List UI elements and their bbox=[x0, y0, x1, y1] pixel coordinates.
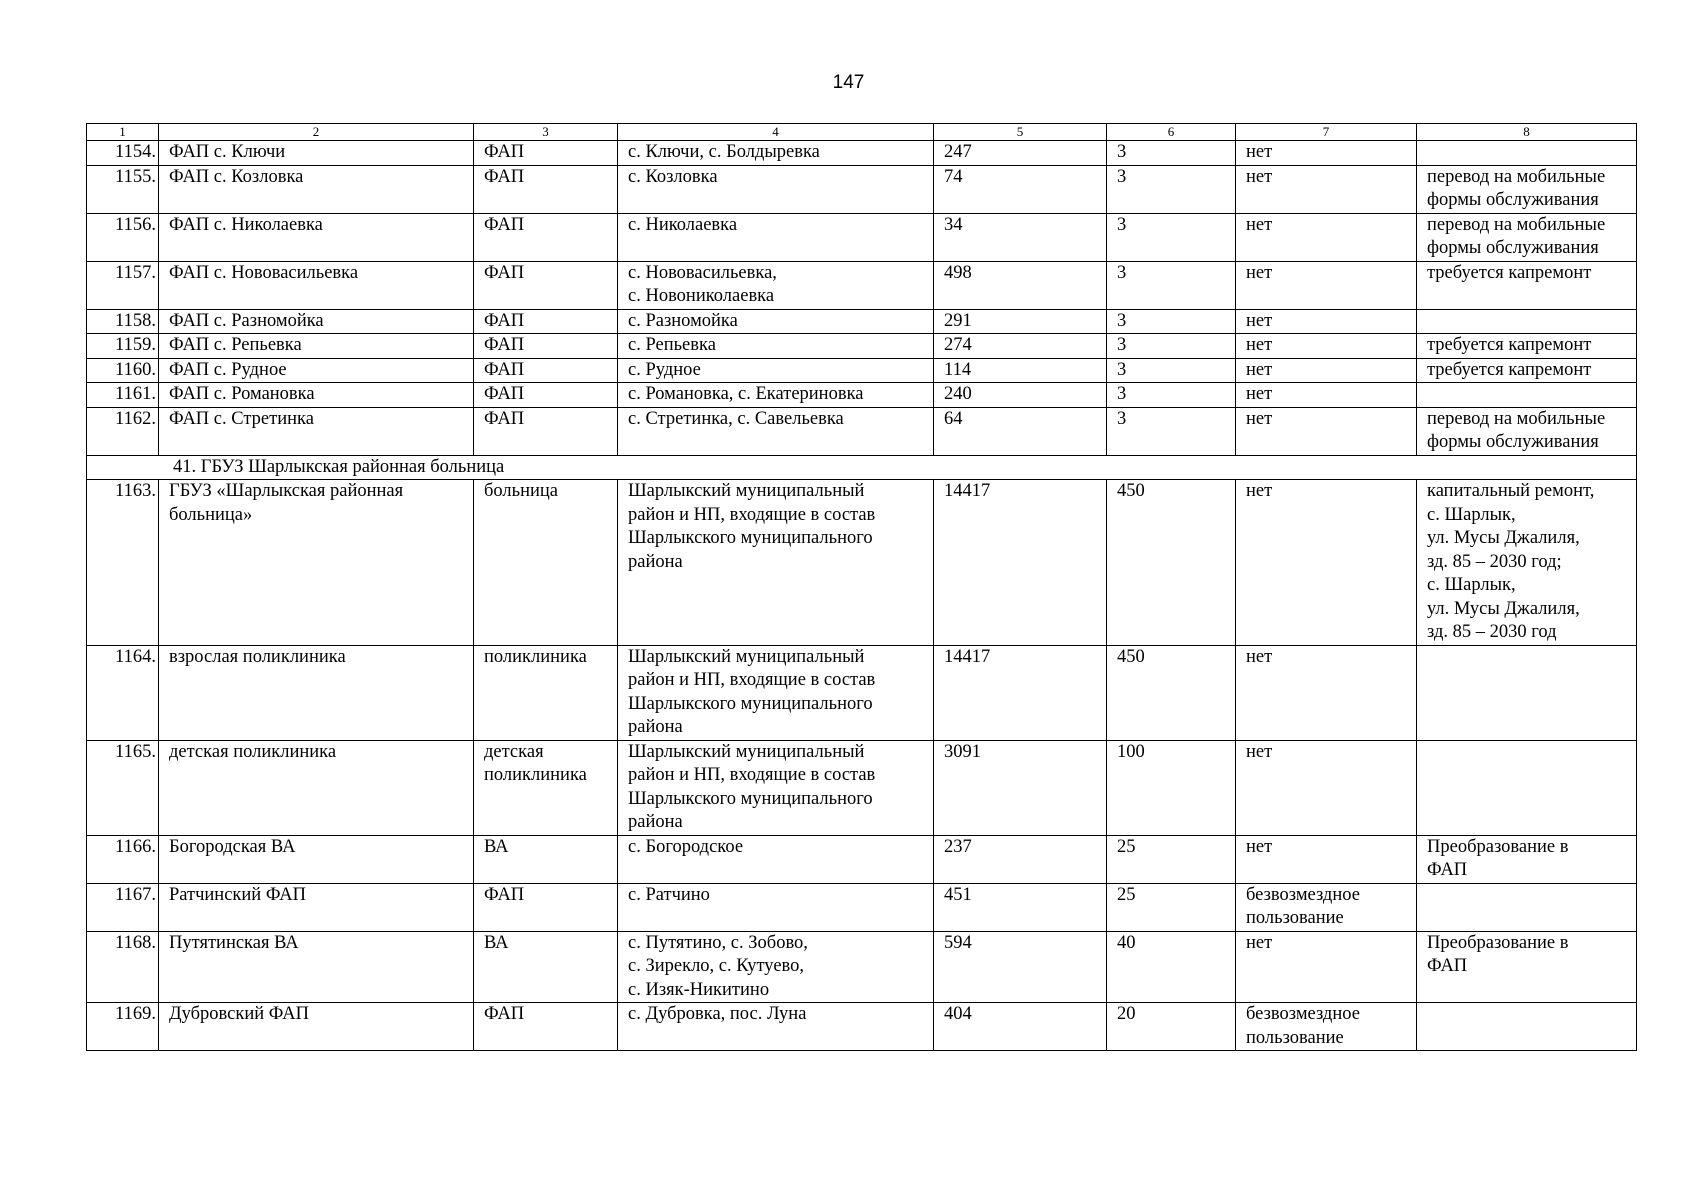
cell-area: с. Дубровка, пос. Луна bbox=[618, 1003, 934, 1051]
cell-area: с. Стретинка, с. Савельевка bbox=[618, 407, 934, 455]
table-row bbox=[87, 740, 1637, 835]
cell-population: 237 bbox=[934, 835, 1107, 883]
cell-population: 594 bbox=[934, 931, 1107, 1003]
column-number: 4 bbox=[618, 124, 934, 141]
cell-name: Богородская ВА bbox=[159, 835, 474, 883]
cell-type: ФАП bbox=[474, 261, 618, 309]
cell-notes bbox=[1417, 309, 1637, 334]
column-number: 7 bbox=[1236, 124, 1417, 141]
cell-notes: Преобразование в ФАП bbox=[1417, 835, 1637, 883]
cell-status: нет bbox=[1236, 309, 1417, 334]
cell-num: 1157. bbox=[87, 261, 159, 309]
cell-area: с. Нововасильевка, с. Новониколаевка bbox=[618, 261, 934, 309]
cell-status: нет bbox=[1236, 740, 1417, 835]
cell-name: ФАП с. Разномойка bbox=[159, 309, 474, 334]
cell-name: детская поликлиника bbox=[159, 740, 474, 835]
cell-area: Шарлыкский муниципальный район и НП, входящие в состав Шарлыкского муниципального района bbox=[618, 740, 934, 835]
cell-capacity: 450 bbox=[1107, 645, 1236, 740]
cell-name: ФАП с. Козловка bbox=[159, 165, 474, 213]
page-number: 147 bbox=[832, 72, 865, 93]
table-row bbox=[87, 309, 1637, 334]
cell-notes bbox=[1417, 645, 1637, 740]
cell-name: ГБУЗ «Шарлыкская районная больница» bbox=[159, 480, 474, 646]
section-title: 41. ГБУЗ Шарлыкская районная больница bbox=[87, 455, 1637, 480]
cell-type: ФАП bbox=[474, 883, 618, 931]
table-row bbox=[87, 480, 1637, 646]
table-row bbox=[87, 165, 1637, 213]
table-row bbox=[87, 931, 1637, 1003]
cell-area: с. Ключи, с. Болдыревка bbox=[618, 141, 934, 166]
cell-status: нет bbox=[1236, 141, 1417, 166]
cell-type: ФАП bbox=[474, 1003, 618, 1051]
cell-type: ФАП bbox=[474, 407, 618, 455]
cell-num: 1169. bbox=[87, 1003, 159, 1051]
cell-status: нет bbox=[1236, 480, 1417, 646]
cell-status: нет bbox=[1236, 358, 1417, 383]
cell-area: Шарлыкский муниципальный район и НП, входящие в состав Шарлыкского муниципального района bbox=[618, 645, 934, 740]
cell-num: 1167. bbox=[87, 883, 159, 931]
cell-notes: Преобразование в ФАП bbox=[1417, 931, 1637, 1003]
cell-area: с. Ратчино bbox=[618, 883, 934, 931]
cell-type: ФАП bbox=[474, 165, 618, 213]
cell-num: 1166. bbox=[87, 835, 159, 883]
cell-capacity: 3 bbox=[1107, 165, 1236, 213]
cell-capacity: 450 bbox=[1107, 480, 1236, 646]
cell-area: с. Козловка bbox=[618, 165, 934, 213]
cell-population: 247 bbox=[934, 141, 1107, 166]
cell-capacity: 3 bbox=[1107, 213, 1236, 261]
cell-notes: перевод на мобильные формы обслуживания bbox=[1417, 213, 1637, 261]
cell-population: 14417 bbox=[934, 645, 1107, 740]
cell-num: 1156. bbox=[87, 213, 159, 261]
cell-num: 1154. bbox=[87, 141, 159, 166]
table-row bbox=[87, 645, 1637, 740]
table-body-top bbox=[87, 124, 1637, 456]
cell-area: с. Рудное bbox=[618, 358, 934, 383]
cell-capacity: 3 bbox=[1107, 141, 1236, 166]
table-body-bottom bbox=[87, 480, 1637, 1051]
cell-num: 1163. bbox=[87, 480, 159, 646]
cell-capacity: 3 bbox=[1107, 261, 1236, 309]
cell-type: детская поликлиника bbox=[474, 740, 618, 835]
cell-type: больница bbox=[474, 480, 618, 646]
cell-num: 1168. bbox=[87, 931, 159, 1003]
cell-type: ФАП bbox=[474, 309, 618, 334]
cell-name: ФАП с. Рудное bbox=[159, 358, 474, 383]
table-row bbox=[87, 261, 1637, 309]
cell-status: нет bbox=[1236, 931, 1417, 1003]
table-row bbox=[87, 383, 1637, 408]
cell-name: Путятинская ВА bbox=[159, 931, 474, 1003]
cell-type: ФАП bbox=[474, 358, 618, 383]
cell-num: 1159. bbox=[87, 334, 159, 359]
cell-population: 74 bbox=[934, 165, 1107, 213]
cell-population: 3091 bbox=[934, 740, 1107, 835]
column-number: 1 bbox=[87, 124, 159, 141]
cell-notes: требуется капремонт bbox=[1417, 261, 1637, 309]
cell-name: ФАП с. Стретинка bbox=[159, 407, 474, 455]
cell-name: ФАП с. Николаевка bbox=[159, 213, 474, 261]
table-row bbox=[87, 358, 1637, 383]
cell-population: 240 bbox=[934, 383, 1107, 408]
cell-population: 498 bbox=[934, 261, 1107, 309]
table-row bbox=[87, 334, 1637, 359]
cell-name: ФАП с. Репьевка bbox=[159, 334, 474, 359]
cell-type: ФАП bbox=[474, 334, 618, 359]
column-number: 6 bbox=[1107, 124, 1236, 141]
cell-type: ВА bbox=[474, 835, 618, 883]
cell-population: 114 bbox=[934, 358, 1107, 383]
cell-area: с. Репьевка bbox=[618, 334, 934, 359]
cell-capacity: 3 bbox=[1107, 309, 1236, 334]
cell-num: 1161. bbox=[87, 383, 159, 408]
cell-population: 274 bbox=[934, 334, 1107, 359]
cell-notes: капитальный ремонт, с. Шарлык, ул. Мусы Джалиля, зд. 85 – 2030 год; с. Шарлык, ул. Мусы Джалиля, зд. 85 – 2030 год bbox=[1417, 480, 1637, 646]
cell-num: 1165. bbox=[87, 740, 159, 835]
cell-name: взрослая поликлиника bbox=[159, 645, 474, 740]
cell-capacity: 25 bbox=[1107, 883, 1236, 931]
cell-num: 1164. bbox=[87, 645, 159, 740]
cell-status: нет bbox=[1236, 261, 1417, 309]
cell-notes: перевод на мобильные формы обслуживания bbox=[1417, 407, 1637, 455]
cell-notes: требуется капремонт bbox=[1417, 358, 1637, 383]
cell-status: нет bbox=[1236, 165, 1417, 213]
cell-area: с. Романовка, с. Екатериновка bbox=[618, 383, 934, 408]
cell-status: безвозмездное пользование bbox=[1236, 883, 1417, 931]
column-number: 5 bbox=[934, 124, 1107, 141]
cell-type: ФАП bbox=[474, 383, 618, 408]
cell-capacity: 25 bbox=[1107, 835, 1236, 883]
table-row bbox=[87, 835, 1637, 883]
cell-type: ВА bbox=[474, 931, 618, 1003]
cell-notes bbox=[1417, 383, 1637, 408]
cell-area: с. Богородское bbox=[618, 835, 934, 883]
cell-capacity: 100 bbox=[1107, 740, 1236, 835]
cell-notes: требуется капремонт bbox=[1417, 334, 1637, 359]
table-row bbox=[87, 883, 1637, 931]
cell-name: Ратчинский ФАП bbox=[159, 883, 474, 931]
table-row bbox=[87, 1003, 1637, 1051]
cell-capacity: 3 bbox=[1107, 334, 1236, 359]
cell-capacity: 20 bbox=[1107, 1003, 1236, 1051]
cell-status: нет bbox=[1236, 383, 1417, 408]
cell-notes bbox=[1417, 740, 1637, 835]
cell-area: с. Николаевка bbox=[618, 213, 934, 261]
cell-population: 291 bbox=[934, 309, 1107, 334]
cell-area: с. Путятино, с. Зобово, с. Зирекло, с. Кутуево, с. Изяк-Никитино bbox=[618, 931, 934, 1003]
cell-population: 404 bbox=[934, 1003, 1107, 1051]
cell-type: ФАП bbox=[474, 141, 618, 166]
cell-num: 1155. bbox=[87, 165, 159, 213]
table-row bbox=[87, 141, 1637, 166]
cell-capacity: 3 bbox=[1107, 407, 1236, 455]
cell-status: нет bbox=[1236, 407, 1417, 455]
cell-status: безвозмездное пользование bbox=[1236, 1003, 1417, 1051]
cell-type: поликлиника bbox=[474, 645, 618, 740]
cell-notes: перевод на мобильные формы обслуживания bbox=[1417, 165, 1637, 213]
cell-name: ФАП с. Романовка bbox=[159, 383, 474, 408]
column-number: 2 bbox=[159, 124, 474, 141]
cell-status: нет bbox=[1236, 835, 1417, 883]
cell-capacity: 40 bbox=[1107, 931, 1236, 1003]
column-number: 3 bbox=[474, 124, 618, 141]
cell-population: 451 bbox=[934, 883, 1107, 931]
cell-area: с. Разномойка bbox=[618, 309, 934, 334]
column-number-row bbox=[87, 124, 1637, 141]
cell-status: нет bbox=[1236, 213, 1417, 261]
column-number: 8 bbox=[1417, 124, 1637, 141]
table-row bbox=[87, 407, 1637, 455]
cell-num: 1162. bbox=[87, 407, 159, 455]
cell-name: Дубровский ФАП bbox=[159, 1003, 474, 1051]
section-header-row bbox=[87, 455, 1637, 480]
cell-status: нет bbox=[1236, 645, 1417, 740]
cell-capacity: 3 bbox=[1107, 383, 1236, 408]
cell-name: ФАП с. Нововасильевка bbox=[159, 261, 474, 309]
cell-population: 64 bbox=[934, 407, 1107, 455]
table-row bbox=[87, 213, 1637, 261]
cell-type: ФАП bbox=[474, 213, 618, 261]
cell-notes bbox=[1417, 141, 1637, 166]
facilities-table bbox=[86, 123, 1637, 1051]
cell-capacity: 3 bbox=[1107, 358, 1236, 383]
cell-status: нет bbox=[1236, 334, 1417, 359]
section-group bbox=[87, 455, 1637, 480]
cell-num: 1160. bbox=[87, 358, 159, 383]
cell-name: ФАП с. Ключи bbox=[159, 141, 474, 166]
cell-population: 34 bbox=[934, 213, 1107, 261]
cell-notes bbox=[1417, 883, 1637, 931]
cell-population: 14417 bbox=[934, 480, 1107, 646]
cell-notes bbox=[1417, 1003, 1637, 1051]
cell-area: Шарлыкский муниципальный район и НП, входящие в состав Шарлыкского муниципального района bbox=[618, 480, 934, 646]
cell-num: 1158. bbox=[87, 309, 159, 334]
